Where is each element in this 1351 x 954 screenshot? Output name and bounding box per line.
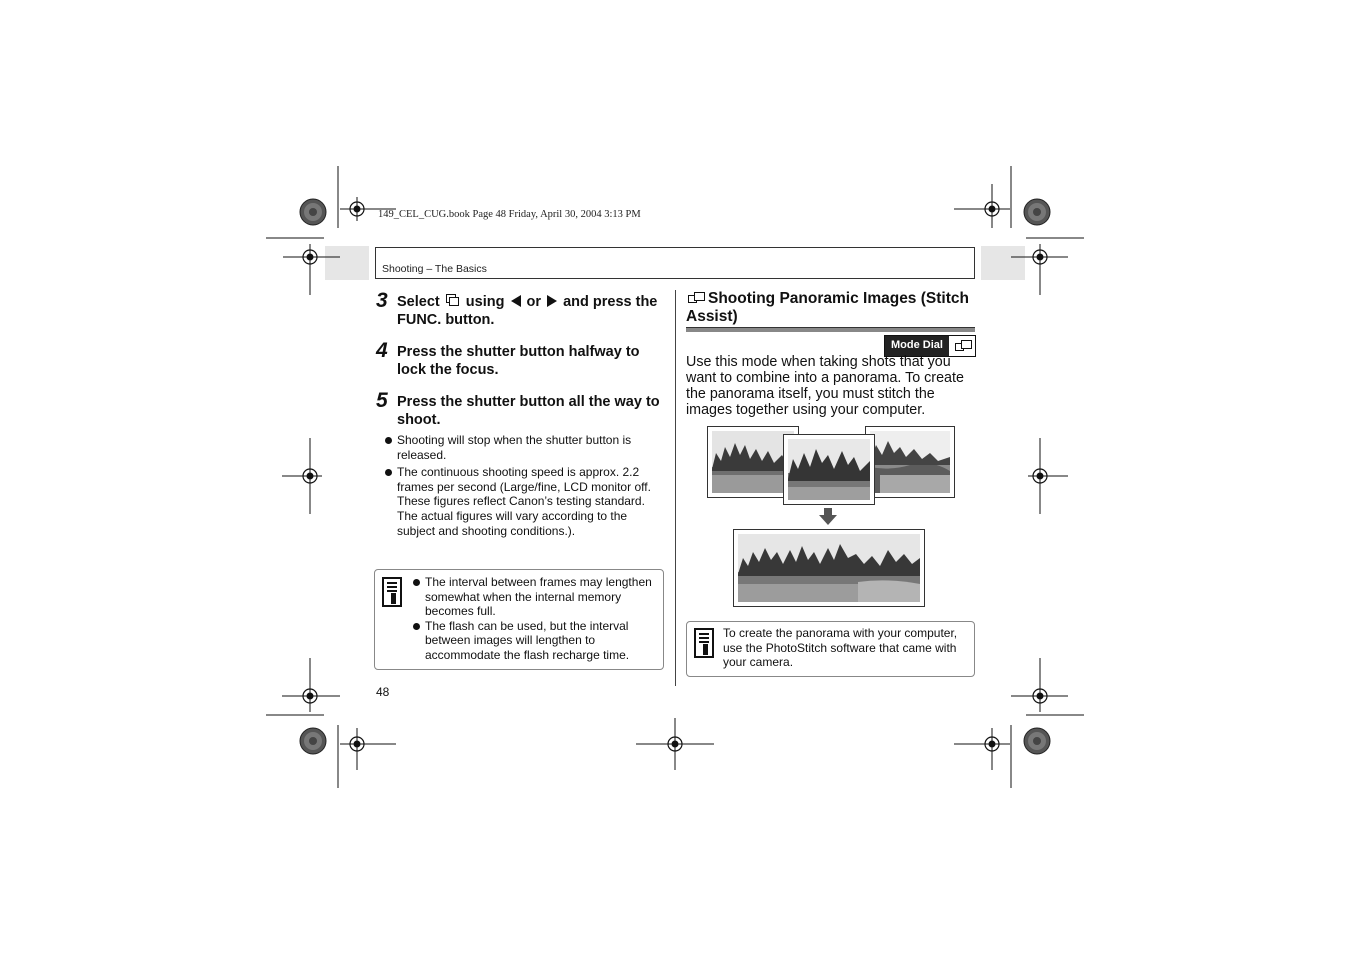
mode-dial-label: Mode Dial [885, 336, 949, 356]
running-header [375, 247, 975, 279]
panorama-source-photo-2 [783, 434, 875, 505]
bullet-item: The continuous shooting speed is approx. 2.2 frames per second (Large/fine, LCD monitor off. These figures reflect Canon’s testing standard. The actual figures will vary according to the subject and shooting conditions.). [384, 465, 659, 538]
panorama-stitched-photo [733, 529, 925, 607]
section-body: Use this mode when taking shots that you want to combine into a panorama. To create the panorama itself, you must stitch the images together using your computer. [686, 354, 964, 418]
registration-mark-icon [298, 464, 322, 488]
color-wheel-icon [300, 199, 326, 225]
registration-mark-icon [1028, 684, 1052, 708]
registration-mark-icon [345, 197, 369, 221]
title-rule [686, 327, 975, 332]
step-4 [376, 339, 666, 379]
down-arrow-icon [819, 508, 837, 530]
registration-mark-icon [663, 732, 687, 756]
note-text: To create the panorama with your computer, use the PhotoStitch software that came with your camera. [723, 626, 958, 669]
step-5 [376, 389, 666, 429]
color-wheel-icon [1024, 728, 1050, 754]
memo-note-icon [694, 628, 714, 658]
column-divider [675, 290, 676, 686]
stitch-assist-icon [688, 291, 706, 305]
side-tab-right [981, 246, 1025, 280]
step-text-using: using [465, 294, 505, 310]
color-wheel-icon [300, 728, 326, 754]
continuous-shooting-icon [446, 294, 460, 308]
step-text: Press the shutter button all the way to shoot. [397, 394, 660, 428]
note-bullet: The flash can be used, but the interval between images will lengthen to accommodate the flash recharge time. [412, 619, 652, 663]
step-5-bullets [384, 433, 659, 541]
file-info: 149_CEL_CUG.book Page 48 Friday, April 30, 2004 3:13 PM [378, 209, 641, 220]
registration-mark-icon [345, 732, 369, 756]
left-arrow-icon [511, 295, 521, 307]
step-3 [376, 289, 666, 329]
registration-mark-icon [980, 732, 1004, 756]
registration-mark-icon [1028, 464, 1052, 488]
stitch-assist-icon [949, 336, 975, 356]
color-wheel-icon [1024, 199, 1050, 225]
section-title [686, 290, 976, 326]
bullet-item: Shooting will stop when the shutter button is released. [384, 433, 659, 462]
registration-mark-icon [298, 684, 322, 708]
side-tab-left [325, 246, 369, 280]
registration-mark-icon [1028, 245, 1052, 269]
registration-mark-icon [298, 245, 322, 269]
registration-mark-icon [980, 197, 1004, 221]
step-number: 5 [376, 389, 388, 412]
step-text: Press the shutter button halfway to lock the focus. [397, 344, 640, 378]
panorama-source-photo-3 [865, 426, 955, 498]
page-number: 48 [376, 685, 390, 699]
step-text-rest: and press the FUNC. button. [397, 294, 658, 328]
note-box-right [686, 621, 975, 677]
step-number: 4 [376, 339, 388, 362]
memo-note-icon [382, 577, 402, 607]
header-section-label: Shooting – The Basics [382, 263, 487, 275]
right-arrow-icon [547, 295, 557, 307]
note-box-left [374, 569, 664, 670]
step-text-or: or [526, 294, 542, 310]
note-bullet: The interval between frames may lengthen somewhat when the internal memory becomes full. [412, 575, 652, 619]
step-text-select: Select [397, 294, 440, 310]
section-title-text: Shooting Panoramic Images (Stitch Assist) [686, 290, 969, 325]
step-number: 3 [376, 289, 388, 312]
